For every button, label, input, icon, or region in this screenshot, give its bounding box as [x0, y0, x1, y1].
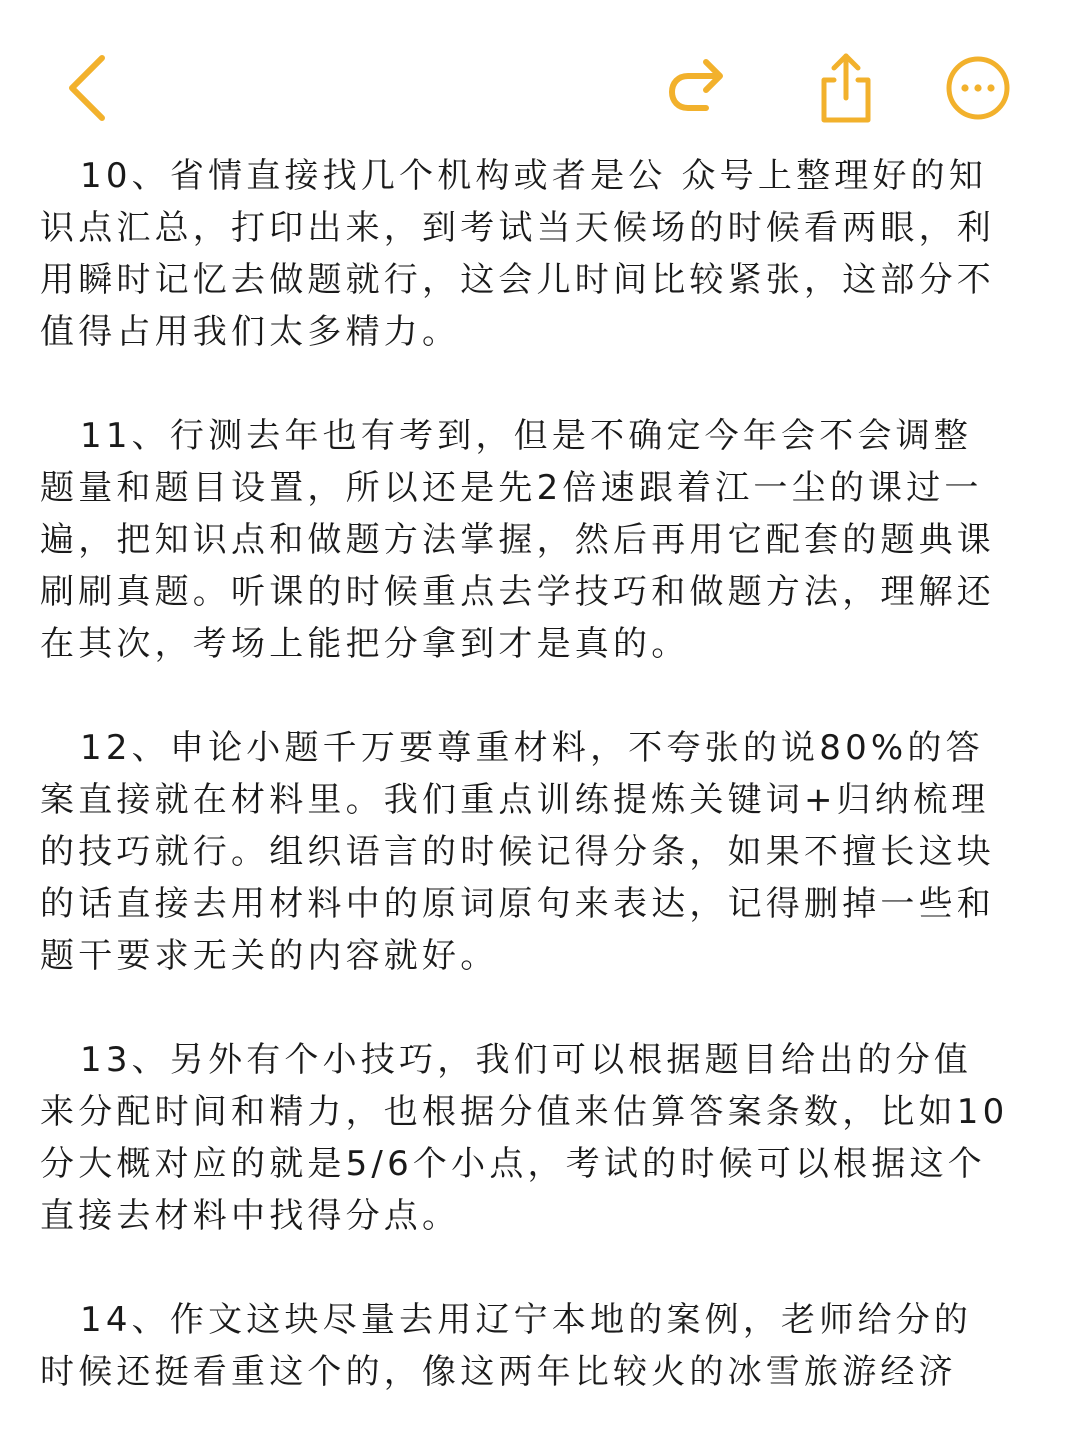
share-button[interactable] — [808, 50, 884, 126]
more-horizontal-icon — [940, 50, 1016, 126]
note-content[interactable] — [40, 150, 1010, 1398]
note-paragraph: 13、另外有个小技巧，我们可以根据题目给出的分值来分配时间和精力，也根据分值来估算答案条数，比如10分大概对应的就是5/6个小点，考试的时候可以根据这个直接去材料中找得分点。 — [40, 1040, 1009, 1236]
note-paragraph: 10、省情直接找几个机构或者是公 众号上整理好的知识点汇总，打印出来，到考试当天候场的时候看两眼，利用瞬时记忆去做题就行，这会儿时间比较紧张，这部分不值得占用我们太多精力。 — [40, 156, 995, 352]
redo-arrow-icon — [662, 50, 738, 126]
note-paragraph: 11、行测去年也有考到，但是不确定今年会不会调整题量和题目设置，所以还是先2倍速跟着江一尘的课过一遍，把知识点和做题方法掌握，然后再用它配套的题典课刷刷真题。听课的时候重点去学技巧和做题方法，理解还在其次，考场上能把分拿到才是真的。 — [40, 416, 995, 664]
redo-button[interactable] — [662, 50, 738, 126]
note-paragraph: 14、作文这块尽量去用辽宁本地的案例，老师给分的时候还挺看重这个的，像这两年比较火的冰雪旅游经济 — [40, 1300, 973, 1392]
more-button[interactable] — [940, 50, 1016, 126]
share-upload-icon — [808, 50, 884, 126]
back-button[interactable] — [50, 50, 126, 126]
note-paragraph: 12、申论小题千万要尊重材料，不夸张的说80%的答案直接就在材料里。我们重点训练提炼关键词+归纳梳理的技巧就行。组织语言的时候记得分条，如果不擅长这块的话直接去用材料中的原词原句来表达，记得删掉一些和题干要求无关的内容就好。 — [40, 728, 995, 976]
chevron-left-icon — [58, 50, 118, 126]
note-toolbar — [0, 0, 1080, 150]
